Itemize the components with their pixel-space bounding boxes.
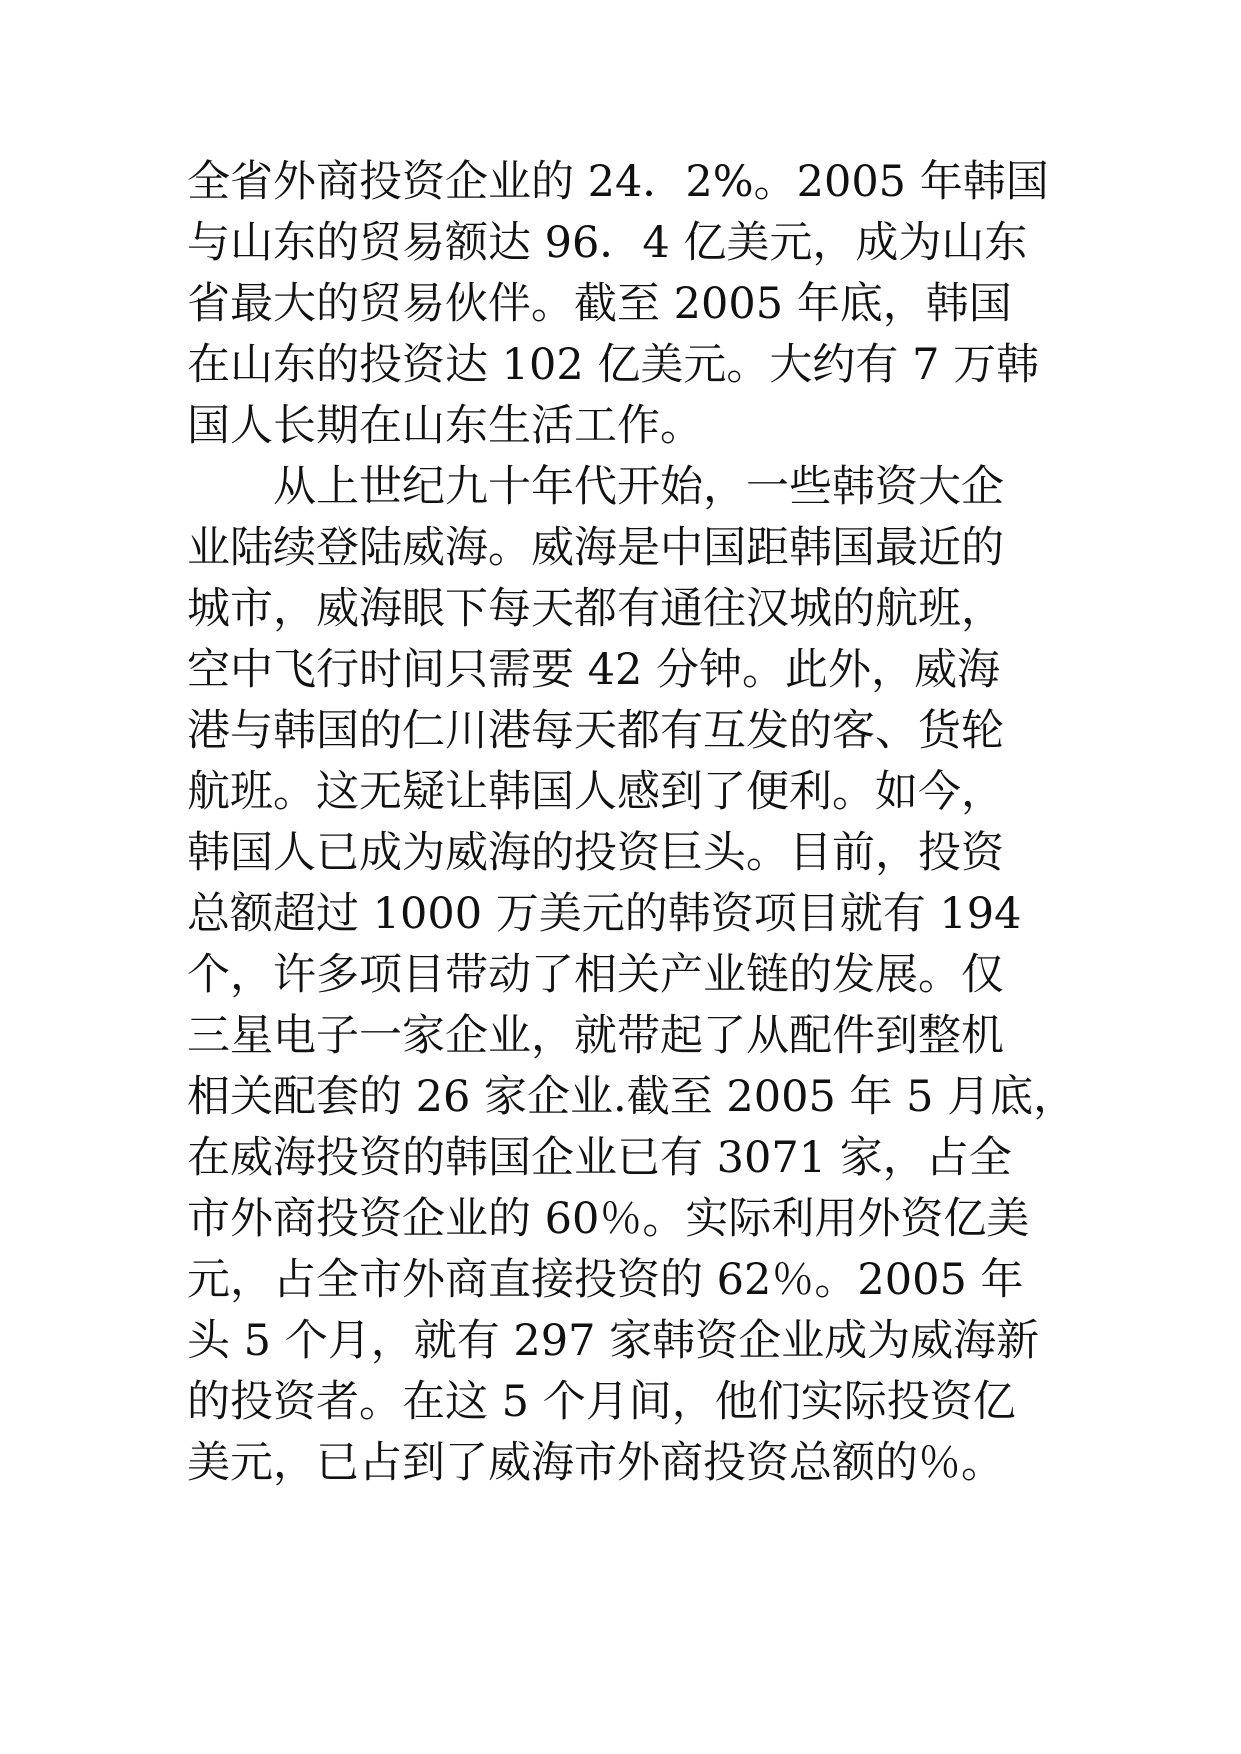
text-line: 港与韩国的仁川港每天都有互发的客、货轮 (187, 706, 1004, 756)
text-line: 省最大的贸易伙伴。截至 2005 年底，韩国 (187, 279, 1012, 329)
text-line: 与山东的贸易额达 96．4 亿美元，成为山东 (187, 218, 1028, 268)
text-line: 业陆续登陆威海。威海是中国距韩国最近的 (187, 523, 1004, 573)
text-line: 的投资者。在这 5 个月间，他们实际投资亿 (187, 1377, 1016, 1427)
paragraph-1 (187, 152, 1087, 457)
text-line: 在山东的投资达 102 亿美元。大约有 7 万韩 (187, 340, 1040, 390)
text-line: 头 5 个月，就有 297 家韩资企业成为威海新 (187, 1316, 1040, 1366)
paragraph-2 (187, 457, 1087, 1494)
text-line: 三星电子一家企业，就带起了从配件到整机 (187, 1011, 1004, 1061)
text-line: 城市，威海眼下每天都有通往汉城的航班， (187, 584, 1004, 634)
text-line: 个，许多项目带动了相关产业链的发展。仅 (187, 950, 1004, 1000)
text-line: 美元，已占到了威海市外商投资总额的％。 (187, 1438, 1004, 1488)
text-line: 韩国人已成为威海的投资巨头。目前，投资 (187, 828, 1004, 878)
text-line: 市外商投资企业的 60％。实际利用外资亿美 (187, 1194, 1030, 1244)
text-line: 在威海投资的韩国企业已有 3071 家，占全 (187, 1133, 1012, 1183)
text-line: 相关配套的 26 家企业.截至 2005 年 5 月底， (187, 1072, 1077, 1122)
text-line: 国人长期在山东生活工作。 (187, 401, 703, 451)
text-line: 从上世纪九十年代开始，一些韩资大企 (187, 462, 1004, 512)
document-body (187, 152, 1087, 1494)
text-line: 空中飞行时间只需要 42 分钟。此外，威海 (187, 645, 1001, 695)
text-line: 航班。这无疑让韩国人感到了便利。如今， (187, 767, 1004, 817)
text-line: 元，占全市外商直接投资的 62％。2005 年 (187, 1255, 1024, 1305)
text-line: 总额超过 1000 万美元的韩资项目就有 194 (187, 889, 1022, 939)
text-line: 全省外商投资企业的 24．2%。2005 年韩国 (187, 157, 1049, 207)
